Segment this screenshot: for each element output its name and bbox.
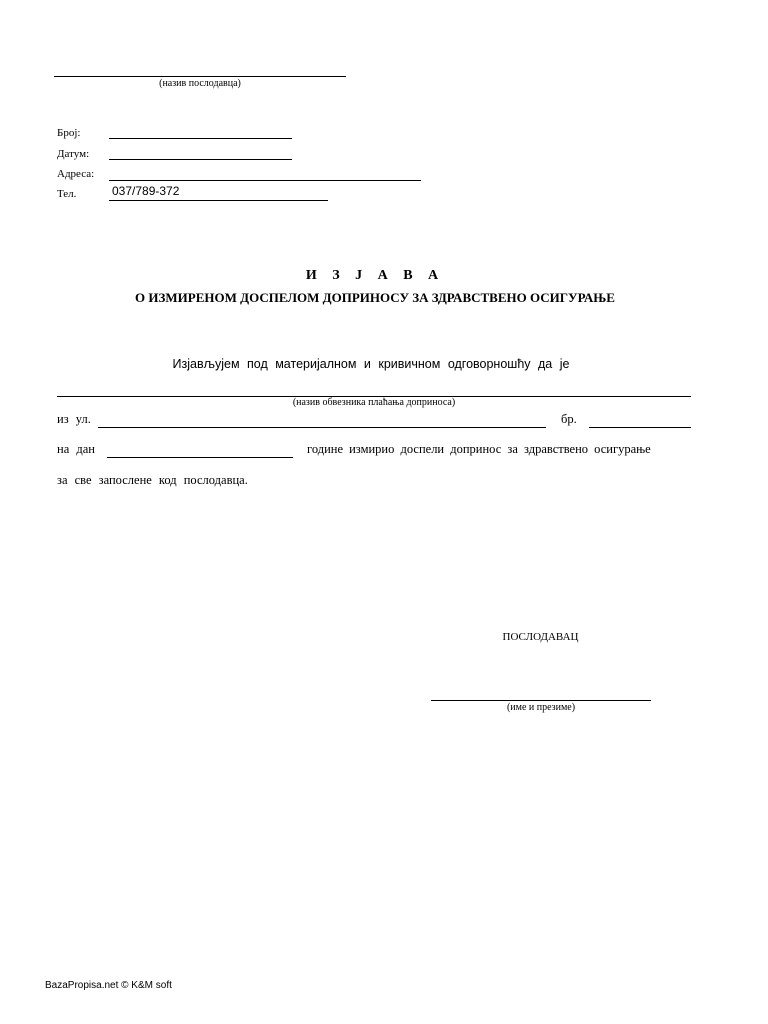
address-label: Адреса: [57,168,95,180]
street-field-line[interactable] [98,427,546,428]
phone-value: 037/789-372 [112,184,180,198]
signature-name-line[interactable] [431,700,651,701]
address-field-line[interactable] [109,180,421,181]
signature-role: ПОСЛОДАВАЦ [502,631,579,643]
on-day-label: на дан [57,442,95,456]
phone-field-line[interactable] [109,200,328,201]
number-field-line[interactable] [109,138,292,139]
paid-contribution-text: године измирио доспели допринос за здравствено осигурање [307,442,651,456]
payer-name-caption: (назив обвезника плаћања доприноса) [292,397,456,408]
date-label: Датум: [57,148,90,160]
date-field-line[interactable] [109,159,292,160]
number-label: Број: [57,127,81,139]
signature-name-caption: (име и презиме) [506,702,576,713]
house-number-field-line[interactable] [589,427,691,428]
street-label: из ул. [57,412,91,426]
employer-name-caption: (назив послодавца) [159,78,241,89]
statement-intro: Изјављујем под материјалном и кривичном одговорношћу да је [172,357,570,371]
document-subtitle: О ИЗМИРЕНОМ ДОСПЕЛОМ ДОПРИНОСУ ЗА ЗДРАВСТВЕНО ОСИГУРАЊЕ [135,290,615,305]
footer-copyright: BazaPropisa.net © K&M soft [45,980,172,991]
phone-label: Тел. [57,188,77,200]
document-title: И З Ј А В А [305,268,445,283]
employer-name-line [54,76,346,77]
payment-date-field-line[interactable] [107,457,293,458]
house-number-label: бр. [561,412,577,426]
employees-text: за све запослене код послодавца. [57,473,248,487]
